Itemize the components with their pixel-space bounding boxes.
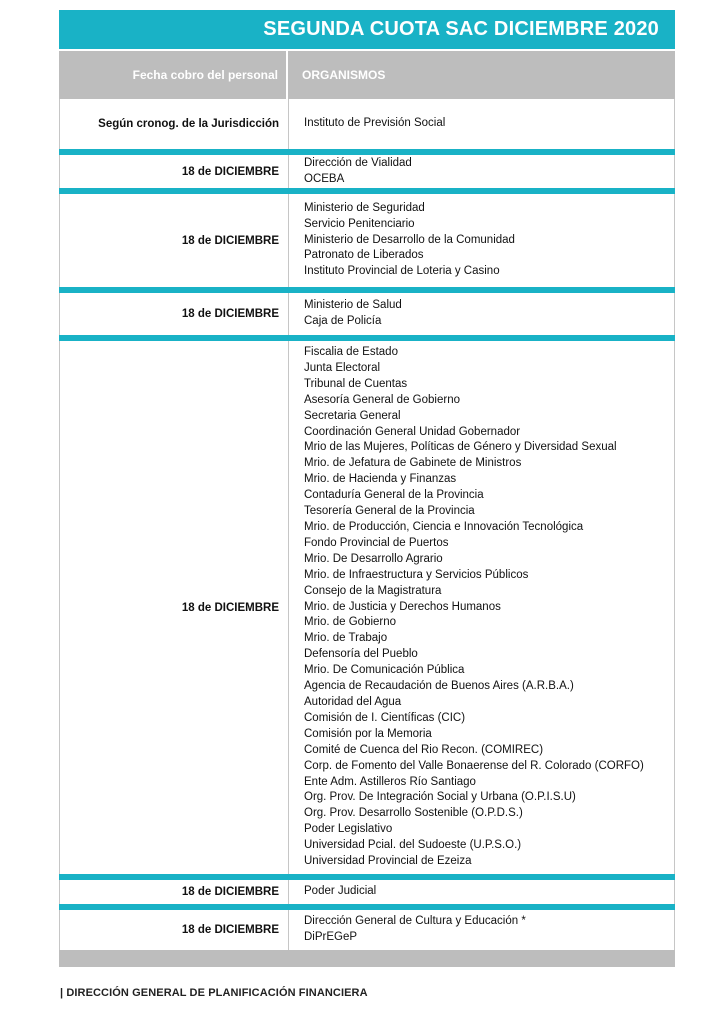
organism-item: Comité de Cuenca del Rio Recon. (COMIREC) <box>304 743 544 756</box>
organism-item: Contaduría General de la Provincia <box>304 489 484 502</box>
header-payment-date: Fecha cobro del personal <box>59 51 288 99</box>
document-title: SEGUNDA CUOTA SAC DICIEMBRE 2020 <box>59 10 675 49</box>
table-row <box>59 341 675 874</box>
organism-item: Poder Judicial <box>304 885 377 898</box>
table-row <box>59 880 675 904</box>
organism-item: Comisión por la Memoria <box>304 727 432 740</box>
organism-item: Universidad Pcial. del Sudoeste (U.P.S.O.) <box>304 839 522 852</box>
organism-list <box>289 910 674 950</box>
organism-item: Mrio. de Infraestructura y Servicios Públicos <box>304 568 529 581</box>
organism-item: Consejo de la Magistratura <box>304 584 442 597</box>
table-bottom-bar <box>59 950 675 967</box>
organism-item: Asesoría General de Gobierno <box>304 393 460 406</box>
organism-item: Tribunal de Cuentas <box>304 377 408 390</box>
organism-item: Universidad Provincial de Ezeiza <box>304 855 472 868</box>
organism-item: Tesorería General de la Provincia <box>304 505 475 518</box>
organism-item: DiPrEGeP <box>304 931 358 943</box>
organism-item: Corp. de Fomento del Valle Bonaerense del R. Colorado (CORFO) <box>304 759 644 772</box>
organism-item: Mrio. de Gobierno <box>304 616 397 629</box>
organism-item: Mrio. De Comunicación Pública <box>304 664 465 677</box>
table-row <box>59 99 675 149</box>
organism-item: Patronato de Liberados <box>304 249 424 262</box>
payment-date: 18 de DICIEMBRE <box>60 155 289 188</box>
organism-item: Fiscalia de Estado <box>304 346 398 359</box>
payment-date: 18 de DICIEMBRE <box>60 293 289 335</box>
organism-list <box>289 293 674 335</box>
payment-date: 18 de DICIEMBRE <box>60 880 289 904</box>
organism-item: Ente Adm. Astilleros Río Santiago <box>304 775 476 788</box>
organism-list <box>289 880 674 904</box>
footer-department: | DIRECCIÓN GENERAL DE PLANIFICACIÓN FINANCIERA <box>60 987 368 999</box>
organism-item: Dirección de Vialidad <box>304 156 412 169</box>
organism-item: OCEBA <box>304 172 345 185</box>
organism-list <box>289 194 674 287</box>
organism-item: Secretaria General <box>304 409 401 422</box>
organism-item: Mrio. De Desarrollo Agrario <box>304 552 443 565</box>
organism-item: Fondo Provincial de Puertos <box>304 536 449 549</box>
sac-schedule-document <box>59 10 675 967</box>
organism-item: Junta Electoral <box>304 361 381 374</box>
organism-item: Coordinación General Unidad Gobernador <box>304 425 521 438</box>
organism-item: Org. Prov. De Integración Social y Urbana (O.P.I.S.U) <box>304 791 576 804</box>
organism-item: Mrio. de Trabajo <box>304 632 388 645</box>
payment-date: 18 de DICIEMBRE <box>60 341 289 874</box>
organism-item: Ministerio de Seguridad <box>304 201 425 214</box>
table-row <box>59 155 675 188</box>
organism-item: Caja de Policía <box>304 315 382 327</box>
organism-item: Mrio. de Justicia y Derechos Humanos <box>304 600 501 613</box>
organism-item: Mrio. de Jefatura de Gabinete de Ministros <box>304 457 522 470</box>
organism-item: Defensoría del Pueblo <box>304 648 418 661</box>
header-organisms: ORGANISMOS <box>302 68 386 82</box>
organism-item: Dirección General de Cultura y Educación * <box>304 915 526 928</box>
organism-list <box>289 155 674 188</box>
organism-item: Ministerio de Salud <box>304 299 402 312</box>
organism-item: Autoridad del Agua <box>304 695 402 708</box>
organism-list <box>289 341 674 874</box>
organism-item: Comisión de I. Científicas (CIC) <box>304 711 466 724</box>
organism-item: Poder Legislativo <box>304 823 393 836</box>
organism-item: Mrio. de Producción, Ciencia e Innovación Tecnológica <box>304 521 584 534</box>
organism-item: Mrio. de Hacienda y Finanzas <box>304 473 457 486</box>
organism-list <box>289 99 674 149</box>
organism-item: Instituto Provincial de Loteria y Casino <box>304 265 500 278</box>
organism-item: Org. Prov. Desarrollo Sostenible (O.P.D.S.) <box>304 807 523 820</box>
payment-date: 18 de DICIEMBRE <box>60 194 289 287</box>
table-row <box>59 194 675 287</box>
organism-item: Agencia de Recaudación de Buenos Aires (A.R.B.A.) <box>304 680 574 693</box>
table-row <box>59 910 675 950</box>
organism-item: Servicio Penitenciario <box>304 217 415 230</box>
payment-date: 18 de DICIEMBRE <box>60 910 289 950</box>
organism-item: Ministerio de Desarrollo de la Comunidad <box>304 233 515 246</box>
organism-item: Mrio de las Mujeres, Políticas de Género y Diversidad Sexual <box>304 441 617 454</box>
organism-item: Instituto de Previsión Social <box>304 117 446 130</box>
payment-date: Según cronog. de la Jurisdicción <box>60 99 289 149</box>
table-row <box>59 293 675 335</box>
table-header <box>59 51 675 99</box>
